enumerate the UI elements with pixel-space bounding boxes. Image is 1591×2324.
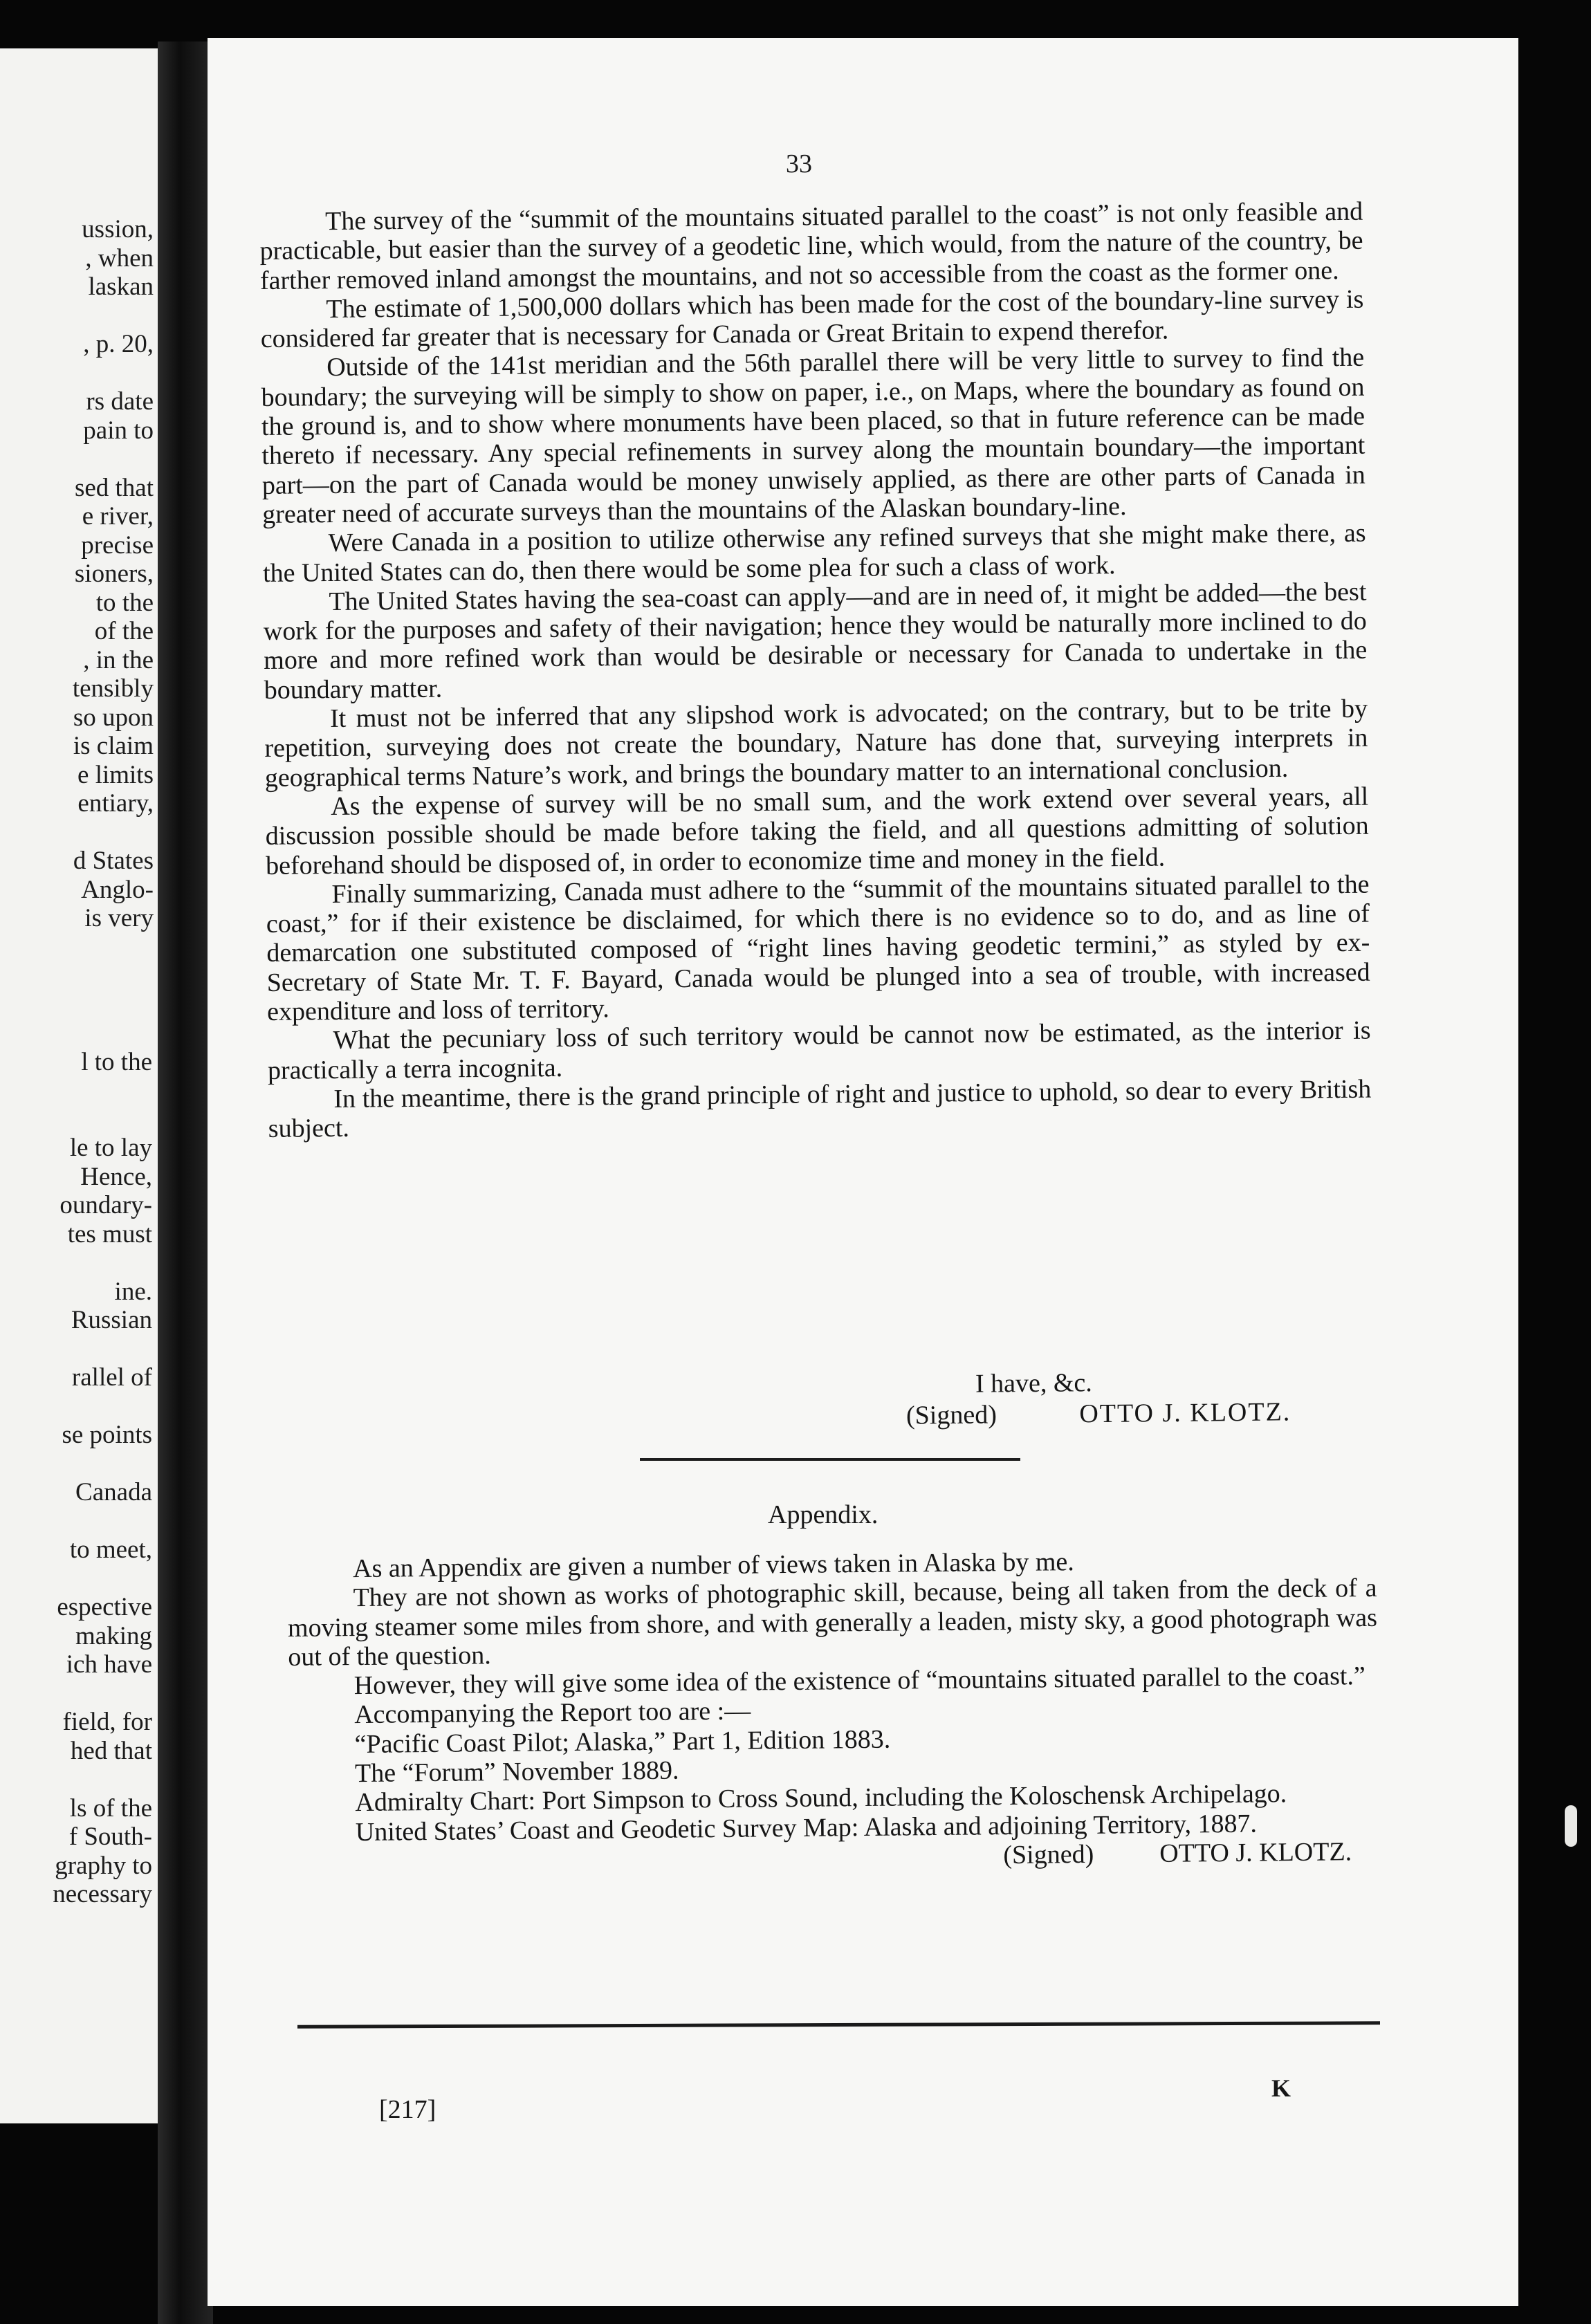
left-page-line: of the [94,617,154,645]
left-page-line: f South- [68,1823,152,1851]
left-page-line: making [75,1621,152,1650]
paragraph-refined-surveys: Were Canada in a position to utilize otherwise any refined surveys that she might make there, as the United States can do, then there would be some plea for such a class of work. [262,518,1366,588]
left-page-line: rs date [86,387,154,416]
left-page-line: entiary, [77,789,154,818]
left-page-line: Canada [75,1478,152,1506]
paragraph-summit-survey: The survey of the “summit of the mountains situated parallel to the coast” is not only feasible and practicable, but easier than the survey of a geodetic line, which would, from the nature of the country, be farther removed inland amongst the mountains, and not so accessible from the coast as the former one. [259,196,1363,295]
left-page-line: laskan [88,273,154,301]
left-page-line: Anglo- [81,875,154,904]
report-body [259,197,1372,1144]
left-page-line: se points [62,1421,152,1449]
appendix-item-forum: The “Forum” November 1889. [354,1755,679,1789]
left-page-line: necessary [53,1880,152,1908]
left-page-line: ls of the [69,1793,152,1823]
paragraph-grand-principle: In the meantime, there is the grand principle of right and justice to uphold, so dear to every British subject. [268,1074,1372,1144]
paragraph-pecuniary-loss: What the pecuniary loss of such territory would be cannot now be estimated, as the interior is practically a terra incognita. [267,1015,1371,1085]
page-number: 33 [786,149,812,178]
paragraph-summarizing: Finally summarizing, Canada must adhere to the “summit of the mountains situated parallel to the coast,” for if their existence be disclaimed, for which there is no evidence so to do, and as line of demarcation one substituted composed of “right lines having geodetic termini,” as styled by ex-Secretary of State Mr. T. F. Bayard, Canada would be plunged into a sea of trouble, with increased expenditure and loss of territory. [266,869,1370,1026]
appendix-signatory-name: OTTO J. KLOTZ. [1159,1837,1352,1868]
left-page-line: field, for [62,1708,152,1736]
left-page-line: l to the [81,1047,152,1076]
appendix-item-survey-map: United States’ Coast and Geodetic Survey Map: Alaska and adjoining Territory, 1887. [355,1809,1258,1847]
paragraph-expense: As the expense of survey will be no small sum, and the work extend over several years, all discussion possible should be made before taking the field, and all questions admitting of solution beforehand should be disposed of, in order to economize time and money in the field. [265,782,1369,880]
appendix-paragraph-accompanying: Accompanying the Report too are :— [354,1697,751,1730]
left-page-line: is claim [73,732,154,760]
paragraph-slipshod-work: It must not be inferred that any slipshod work is advocated; on the contrary, but to be trite by repetition, surveying does not create the boundary, Nature has done that, surveying interprets in geographical terms Nature’s work, and brings the boundary matter to an international conclusion. [264,694,1368,793]
appendix-title: Appendix. [768,1500,879,1529]
left-page-line: precise [81,531,154,560]
signature-line [906,1396,1291,1430]
left-page-line: le to lay [69,1134,152,1162]
left-page-line: rallel of [71,1363,152,1392]
appendix-body [287,1544,1379,1876]
left-page-line: , when [85,243,154,273]
closing-greeting: I have, &c. [975,1368,1093,1399]
footer-signature-mark: K [1271,2074,1291,2102]
left-page-line: is very [84,904,154,932]
signed-label: (Signed) [905,1400,997,1430]
appendix-paragraph-views: As an Appendix are given a number of views taken in Alaska by me. [352,1547,1074,1584]
left-page-line: , p. 20, [83,330,154,358]
left-page-line: , in the [83,645,154,674]
left-facing-page [0,48,158,2123]
paragraph-united-states: The United States having the sea-coast can apply—and are in need of, it might be added—the best work for the purposes and safety of their navigation; hence they would be naturally more inclined to do more and more refined work than would be desirable or necessary for Canada to undertake in the boundary matter. [263,577,1368,705]
footer-sheet-number: [217] [379,2095,436,2124]
left-page-line: sed that [74,473,154,502]
left-page-line: e river, [82,502,154,531]
left-page-line: to meet, [69,1536,152,1564]
book-gutter [158,42,213,2324]
left-page-line: d States [73,847,154,875]
left-page-line: ussion, [82,215,154,243]
appendix-item-coast-pilot: “Pacific Coast Pilot; Alaska,” Part 1, Edition 1883. [354,1724,891,1759]
appendix-paragraph-photography: They are not shown as works of photographic skill, because, being all taken from the deck of a moving steamer some miles from shore, and with generally a leaden, misty sky, a good photograph was out of the question. [287,1574,1378,1672]
left-page-line: ine. [114,1277,152,1306]
paragraph-outside-meridian: Outside of the 141st meridian and the 56th parallel there will be very little to survey to find the boundary; the surveying will be simply to show on paper, i.e., on Maps, where the boundary as found on the ground is, and to show where monuments have been placed, so that in future reference can be made thereto if necessary. Any special refinements in survey along the mountain boundary—the important part—on the part of Canada would be money unwisely applied, as there are other parts of Canada in greater need of accurate surveys than the mountains of the Alaskan boundary-line. [261,343,1365,529]
appendix-signed-label: (Signed) [1003,1839,1094,1870]
page-edge-blot [1565,1805,1577,1847]
left-page-line: graphy to [55,1851,152,1880]
left-page-line: hed that [70,1736,152,1765]
left-page-line: pain to [83,416,154,445]
left-page-line: so upon [73,703,154,732]
left-page-line: to the [95,588,154,617]
left-page-line: tensibly [72,674,154,703]
left-page-line: e limits [77,760,154,789]
left-page-line: Russian [71,1306,152,1334]
left-page-line: oundary- [59,1191,152,1219]
left-page-line: ich have [66,1650,152,1679]
left-page-line: tes must [67,1219,152,1248]
left-page-line: sioners, [74,560,154,588]
section-divider [640,1458,1020,1461]
paragraph-estimate: The estimate of 1,500,000 dollars which has been made for the cost of the boundary-line survey is considered far greater that is necessary for Canada or Great Britain to expend therefor. [260,284,1364,354]
left-page-line: Hence, [80,1162,152,1191]
appendix-paragraph-mountains: However, they will give some idea of the existence of “mountains situated parallel to the coast.” [353,1661,1366,1701]
left-page-line: espective [57,1593,152,1621]
signatory-name: OTTO J. KLOTZ. [1079,1397,1291,1429]
appendix-item-admiralty-chart: Admiralty Chart: Port Simpson to Cross Sound, including the Koloschensk Archipelago. [355,1779,1287,1818]
